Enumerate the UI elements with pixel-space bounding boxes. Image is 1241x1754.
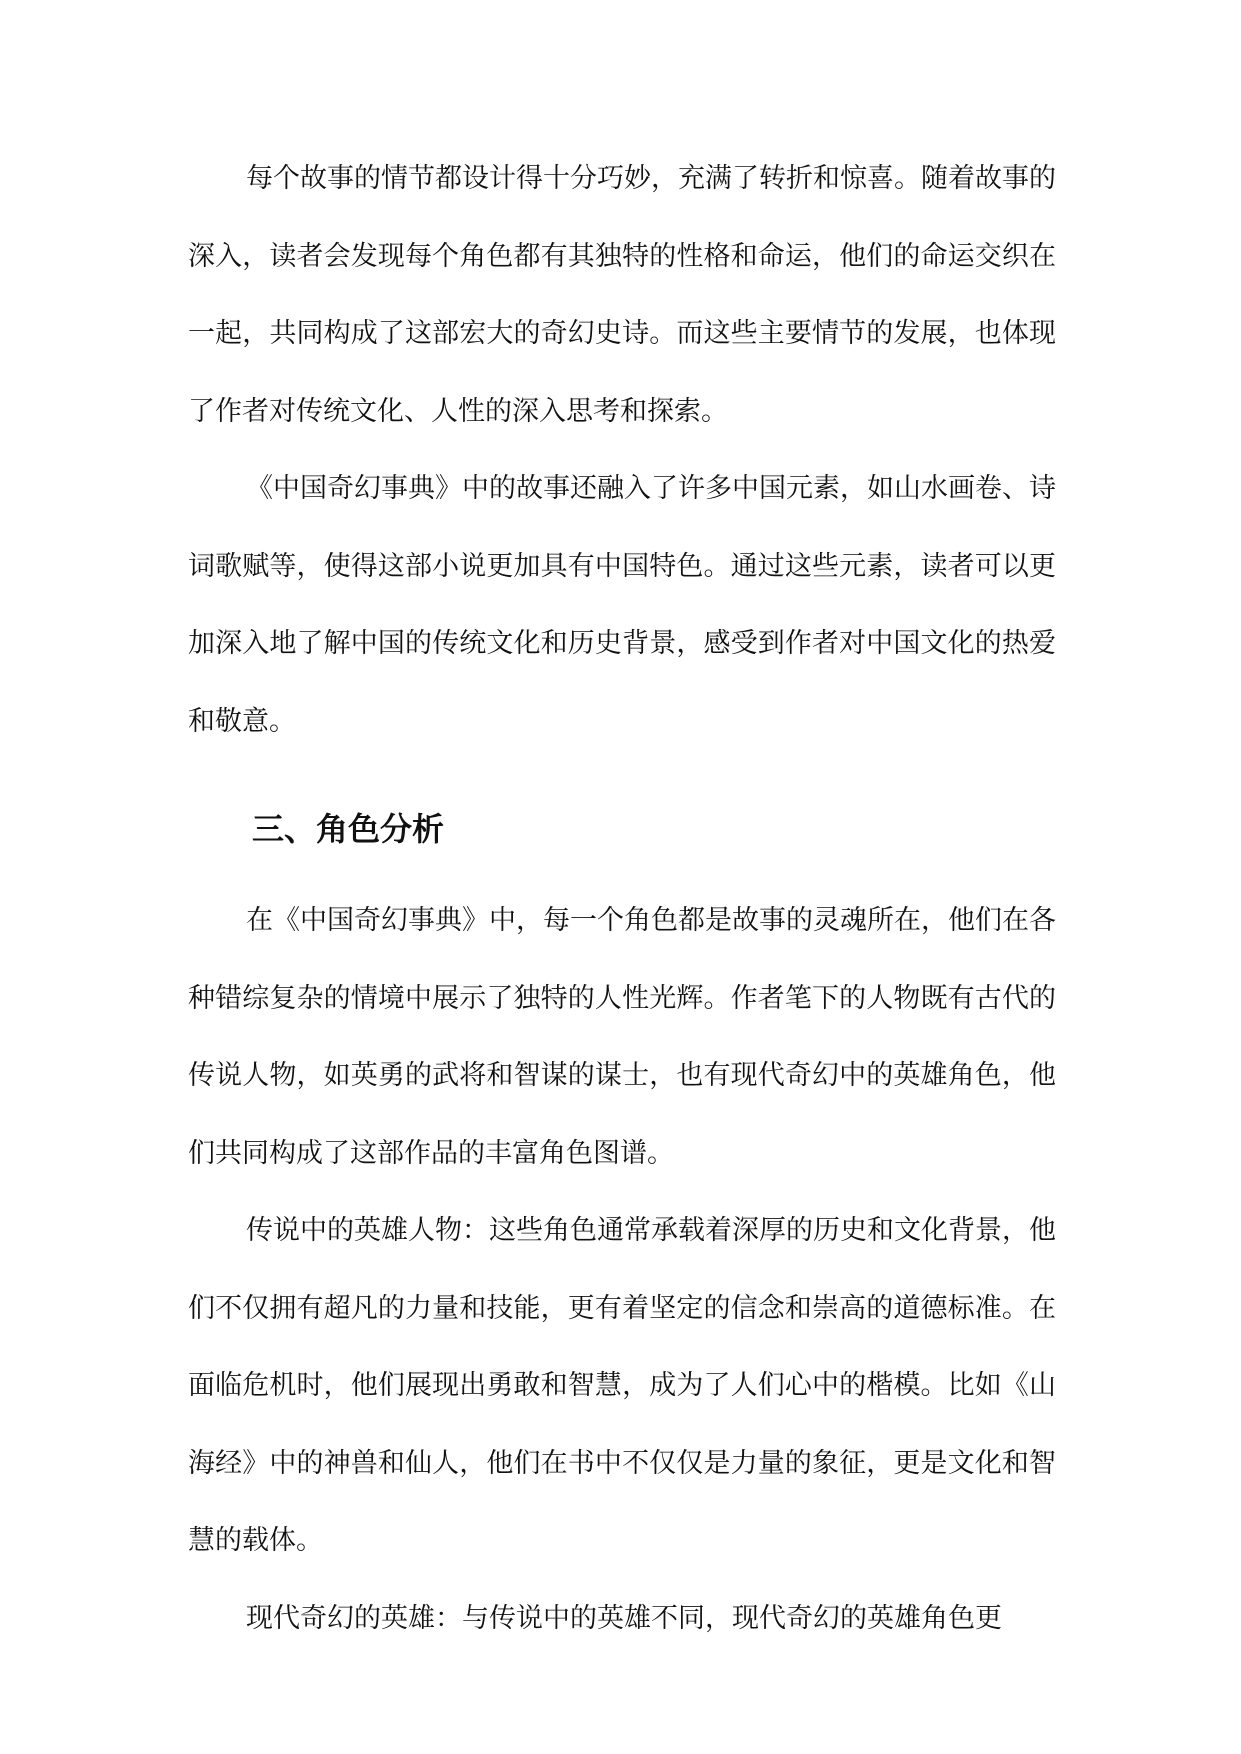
paragraph-modern-heroes: 现代奇幻的英雄：与传说中的英雄不同，现代奇幻的英雄角色更	[246, 1602, 1002, 1634]
paragraph-legendary-heroes: 传说中的英雄人物：这些角色通常承载着深厚的历史和文化背景，他们不仅拥有超凡的力量和技能，更有着坚定的信念和崇高的道德标准。在面临危机时，他们展现出勇敢和智慧，成为了人们心中的楷模。比如《山海经》中的神兽和仙人，他们在书中不仅仅是力量的象征，更是文化和智慧的载体。	[188, 1215, 1056, 1556]
paragraph-character-intro: 在《中国奇幻事典》中，每一个角色都是故事的灵魂所在，他们在各种错综复杂的情境中展示了独特的人性光辉。作者笔下的人物既有古代的传说人物，如英勇的武将和智谋的谋士，也有现代奇幻中的英雄角色，他们共同构成了这部作品的丰富角色图谱。	[188, 905, 1056, 1169]
section-heading: 三、角色分析	[252, 810, 445, 848]
document-body	[188, 140, 1056, 1657]
paragraph-plot-design: 每个故事的情节都设计得十分巧妙，充满了转折和惊喜。随着故事的深入，读者会发现每个角色都有其独特的性格和命运，他们的命运交织在一起，共同构成了这部宏大的奇幻史诗。而这些主要情节的发展，也体现了作者对传统文化、人性的深入思考和探索。	[188, 163, 1056, 427]
paragraph-chinese-elements: 《中国奇幻事典》中的故事还融入了许多中国元素，如山水画卷、诗词歌赋等，使得这部小说更加具有中国特色。通过这些元素，读者可以更加深入地了解中国的传统文化和历史背景，感受到作者对中国文化的热爱和敬意。	[188, 473, 1056, 737]
